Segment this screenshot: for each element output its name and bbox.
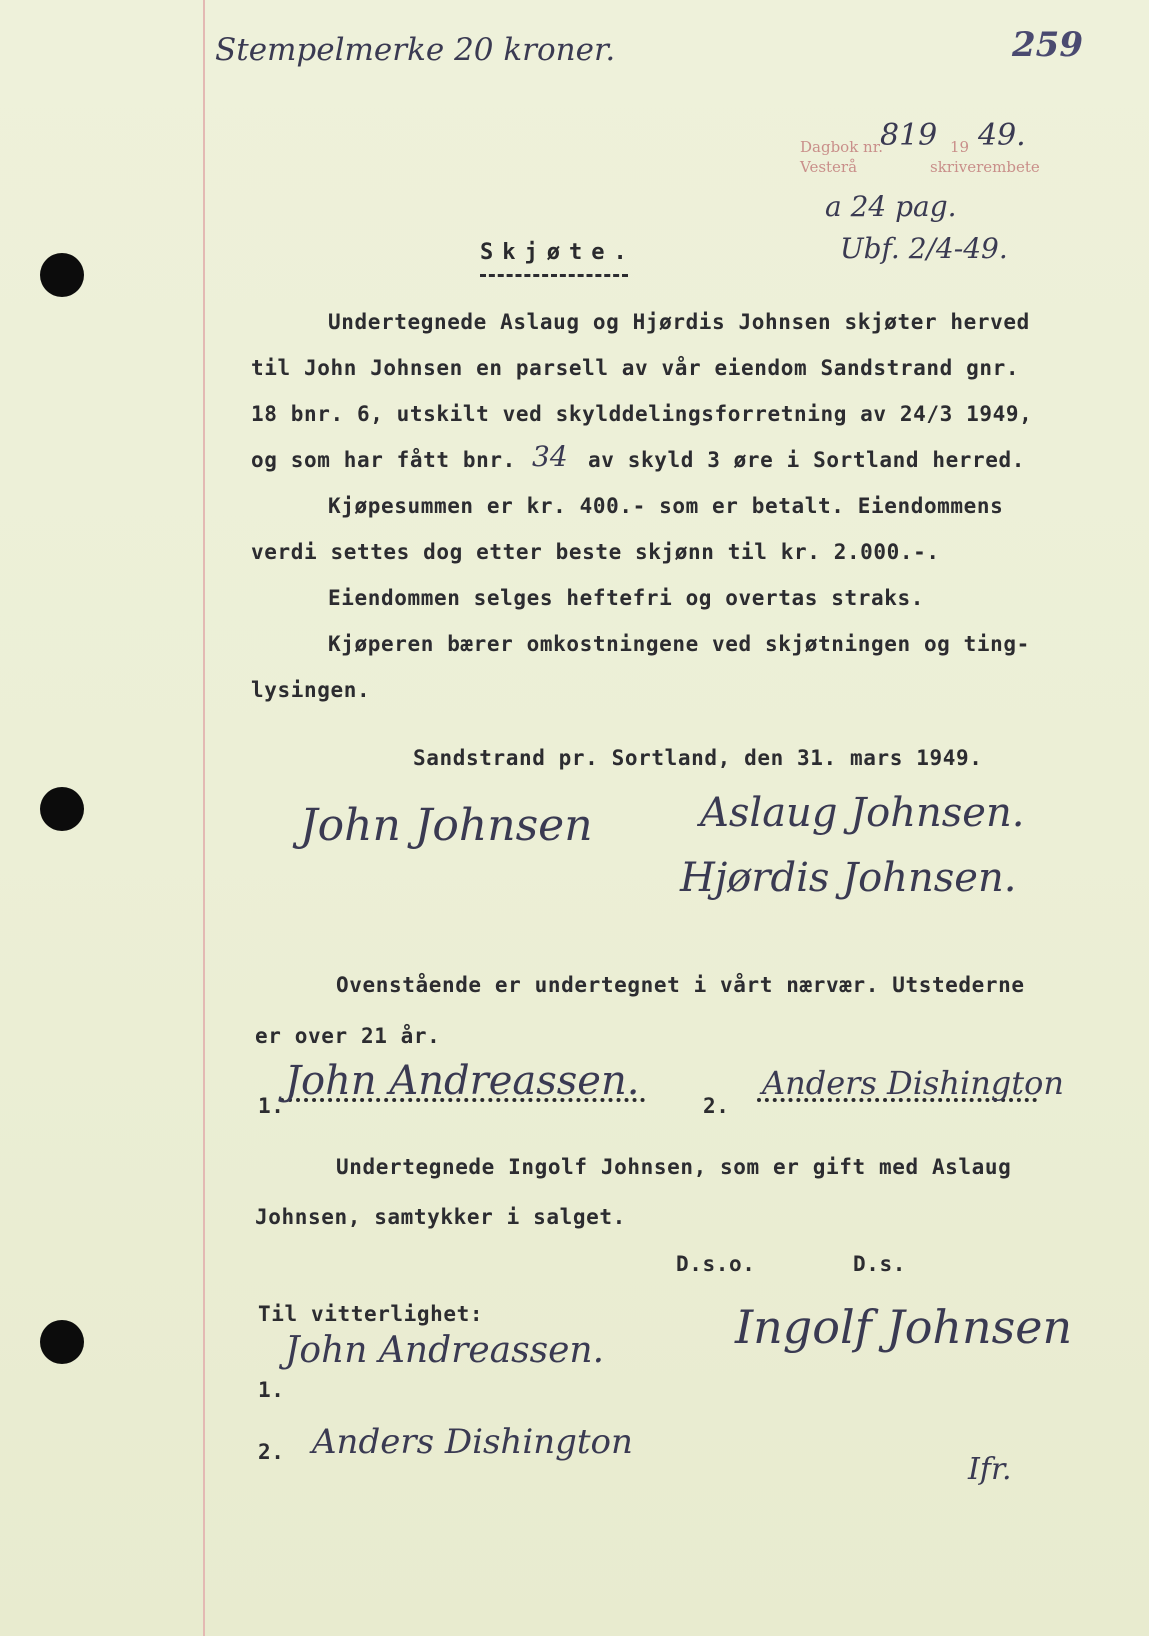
paragraph1-line3: 18 bnr. 6, utskilt ved skylddelingsforretning av 24/3 1949, <box>251 402 1033 426</box>
consent-statement-line2: Johnsen, samtykker i salget. <box>255 1205 626 1229</box>
paragraph2-line2: verdi settes dog etter beste skjønn til kr. 2.000.-. <box>251 540 940 564</box>
witness2-number: 2. <box>703 1094 730 1118</box>
margin-line <box>203 0 205 1636</box>
paragraph1-line1: Undertegnede Aslaug og Hjørdis Johnsen skjøter herved <box>328 310 1030 334</box>
registry-reference-1: a 24 pag. <box>825 190 957 223</box>
place-date: Sandstrand pr. Sortland, den 31. mars 1949. <box>413 746 983 770</box>
paragraph1-line2: til John Johnsen en parsell av vår eiendom Sandstrand gnr. <box>251 356 1020 380</box>
paragraph4-line1: Kjøperen bærer omkostningene ved skjøtningen og ting- <box>328 632 1030 656</box>
clerk-initials: Ifr. <box>968 1452 1012 1487</box>
consent-statement-line1: Undertegnede Ingolf Johnsen, som er gift med Aslaug <box>336 1155 1012 1179</box>
consent-signature: Ingolf Johnsen <box>735 1300 1073 1354</box>
witness2-signature: Anders Dishington <box>762 1064 1065 1102</box>
diary-year-prefix: 19 <box>950 138 970 156</box>
paragraph1-line4-start: og som har fått bnr. <box>251 448 516 472</box>
page-number: 259 <box>1012 25 1083 65</box>
paragraph1-line4-end: av skyld 3 øre i Sortland herred. <box>588 448 1026 472</box>
attest1-signature: John Andreassen. <box>285 1330 605 1371</box>
punch-hole-icon <box>40 787 84 831</box>
attest2-number: 2. <box>258 1440 285 1464</box>
registry-stamp-line2: Vesterå <box>800 158 858 176</box>
attest1-number: 1. <box>258 1378 285 1402</box>
diary-number: 819 <box>880 118 938 153</box>
signature-buyer: John Johnsen <box>300 800 593 851</box>
ds-mark-2: D.s. <box>853 1252 906 1276</box>
parcel-number: 34 <box>532 440 568 473</box>
witness-statement-line2: er over 21 år. <box>255 1024 441 1048</box>
registry-stamp-line1: Dagbok nr. <box>800 138 884 156</box>
registry-reference-2: Ubf. 2/4-49. <box>840 232 1008 265</box>
witness1-number: 1. <box>258 1094 285 1118</box>
stamp-duty-note: Stempelmerke 20 kroner. <box>215 32 616 68</box>
punch-hole-icon <box>40 1320 84 1364</box>
ds-mark-1: D.s.o. <box>676 1252 756 1276</box>
signature-seller1: Aslaug Johnsen. <box>700 790 1025 836</box>
attestation-label: Til vitterlighet: <box>258 1302 484 1326</box>
punch-hole-icon <box>40 253 84 297</box>
document-title: Skjøte. <box>480 240 636 265</box>
diary-year-suffix: 49. <box>978 118 1026 153</box>
paragraph3: Eiendommen selges heftefri og overtas straks. <box>328 586 924 610</box>
attest2-signature: Anders Dishington <box>312 1422 633 1462</box>
signature-seller2: Hjørdis Johnsen. <box>680 855 1017 901</box>
witness-statement-line1: Ovenstående er undertegnet i vårt nærvær. Utstederne <box>336 973 1025 997</box>
witness1-signature: John Andreassen. <box>285 1058 640 1104</box>
registry-stamp-line3: skriverembete <box>930 158 1040 176</box>
paragraph4-line2: lysingen. <box>251 678 371 702</box>
paragraph2-line1: Kjøpesummen er kr. 400.- som er betalt. Eiendommens <box>328 494 1004 518</box>
title-underline <box>480 274 628 277</box>
